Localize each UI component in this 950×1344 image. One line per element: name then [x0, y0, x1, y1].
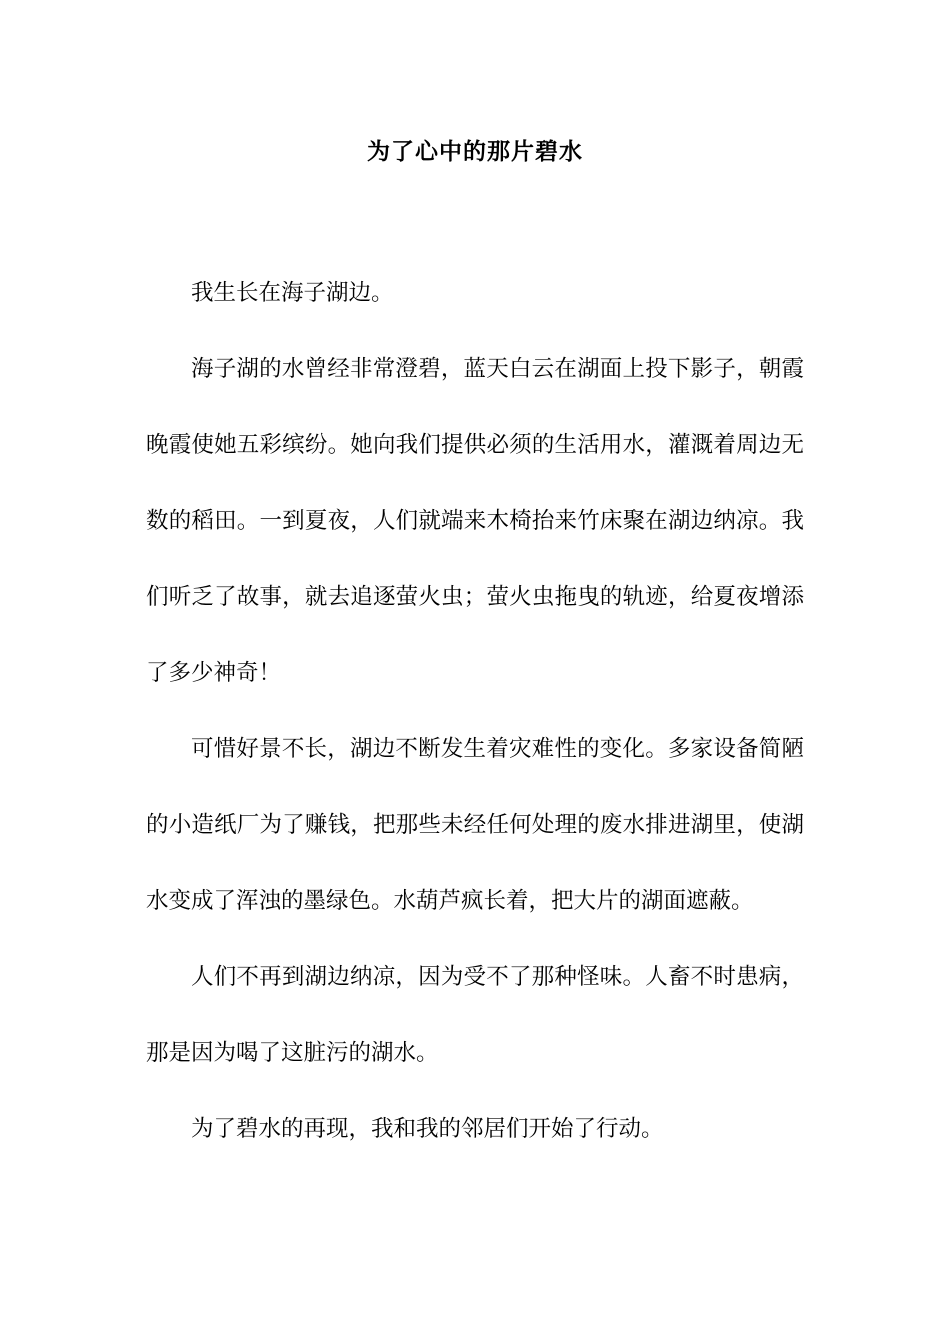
document-body — [146, 255, 804, 1167]
paragraph: 人们不再到湖边纳凉，因为受不了那种怪味。人畜不时患病，那是因为喝了这脏污的湖水。 — [146, 964, 804, 1066]
paragraph: 可惜好景不长，湖边不断发生着灾难性的变化。多家设备简陋的小造纸厂为了赚钱，把那些未经任何处理的废水排进湖里，使湖水变成了浑浊的墨绿色。水葫芦疯长着，把大片的湖面遮蔽。 — [146, 736, 804, 914]
document-title: 为了心中的那片碧水 — [367, 138, 583, 165]
paragraph: 我生长在海子湖边。 — [191, 280, 394, 306]
paragraph: 海子湖的水曾经非常澄碧，蓝天白云在湖面上投下影子，朝霞晚霞使她五彩缤纷。她向我们提供必须的生活用水，灌溉着周边无数的稻田。一到夏夜，人们就端来木椅抬来竹床聚在湖边纳凉。我们听乏了故事，就去追逐萤火虫；萤火虫拖曳的轨迹，给夏夜增添了多少神奇！ — [146, 356, 804, 686]
paragraph: 为了碧水的再现，我和我的邻居们开始了行动。 — [191, 1116, 664, 1142]
